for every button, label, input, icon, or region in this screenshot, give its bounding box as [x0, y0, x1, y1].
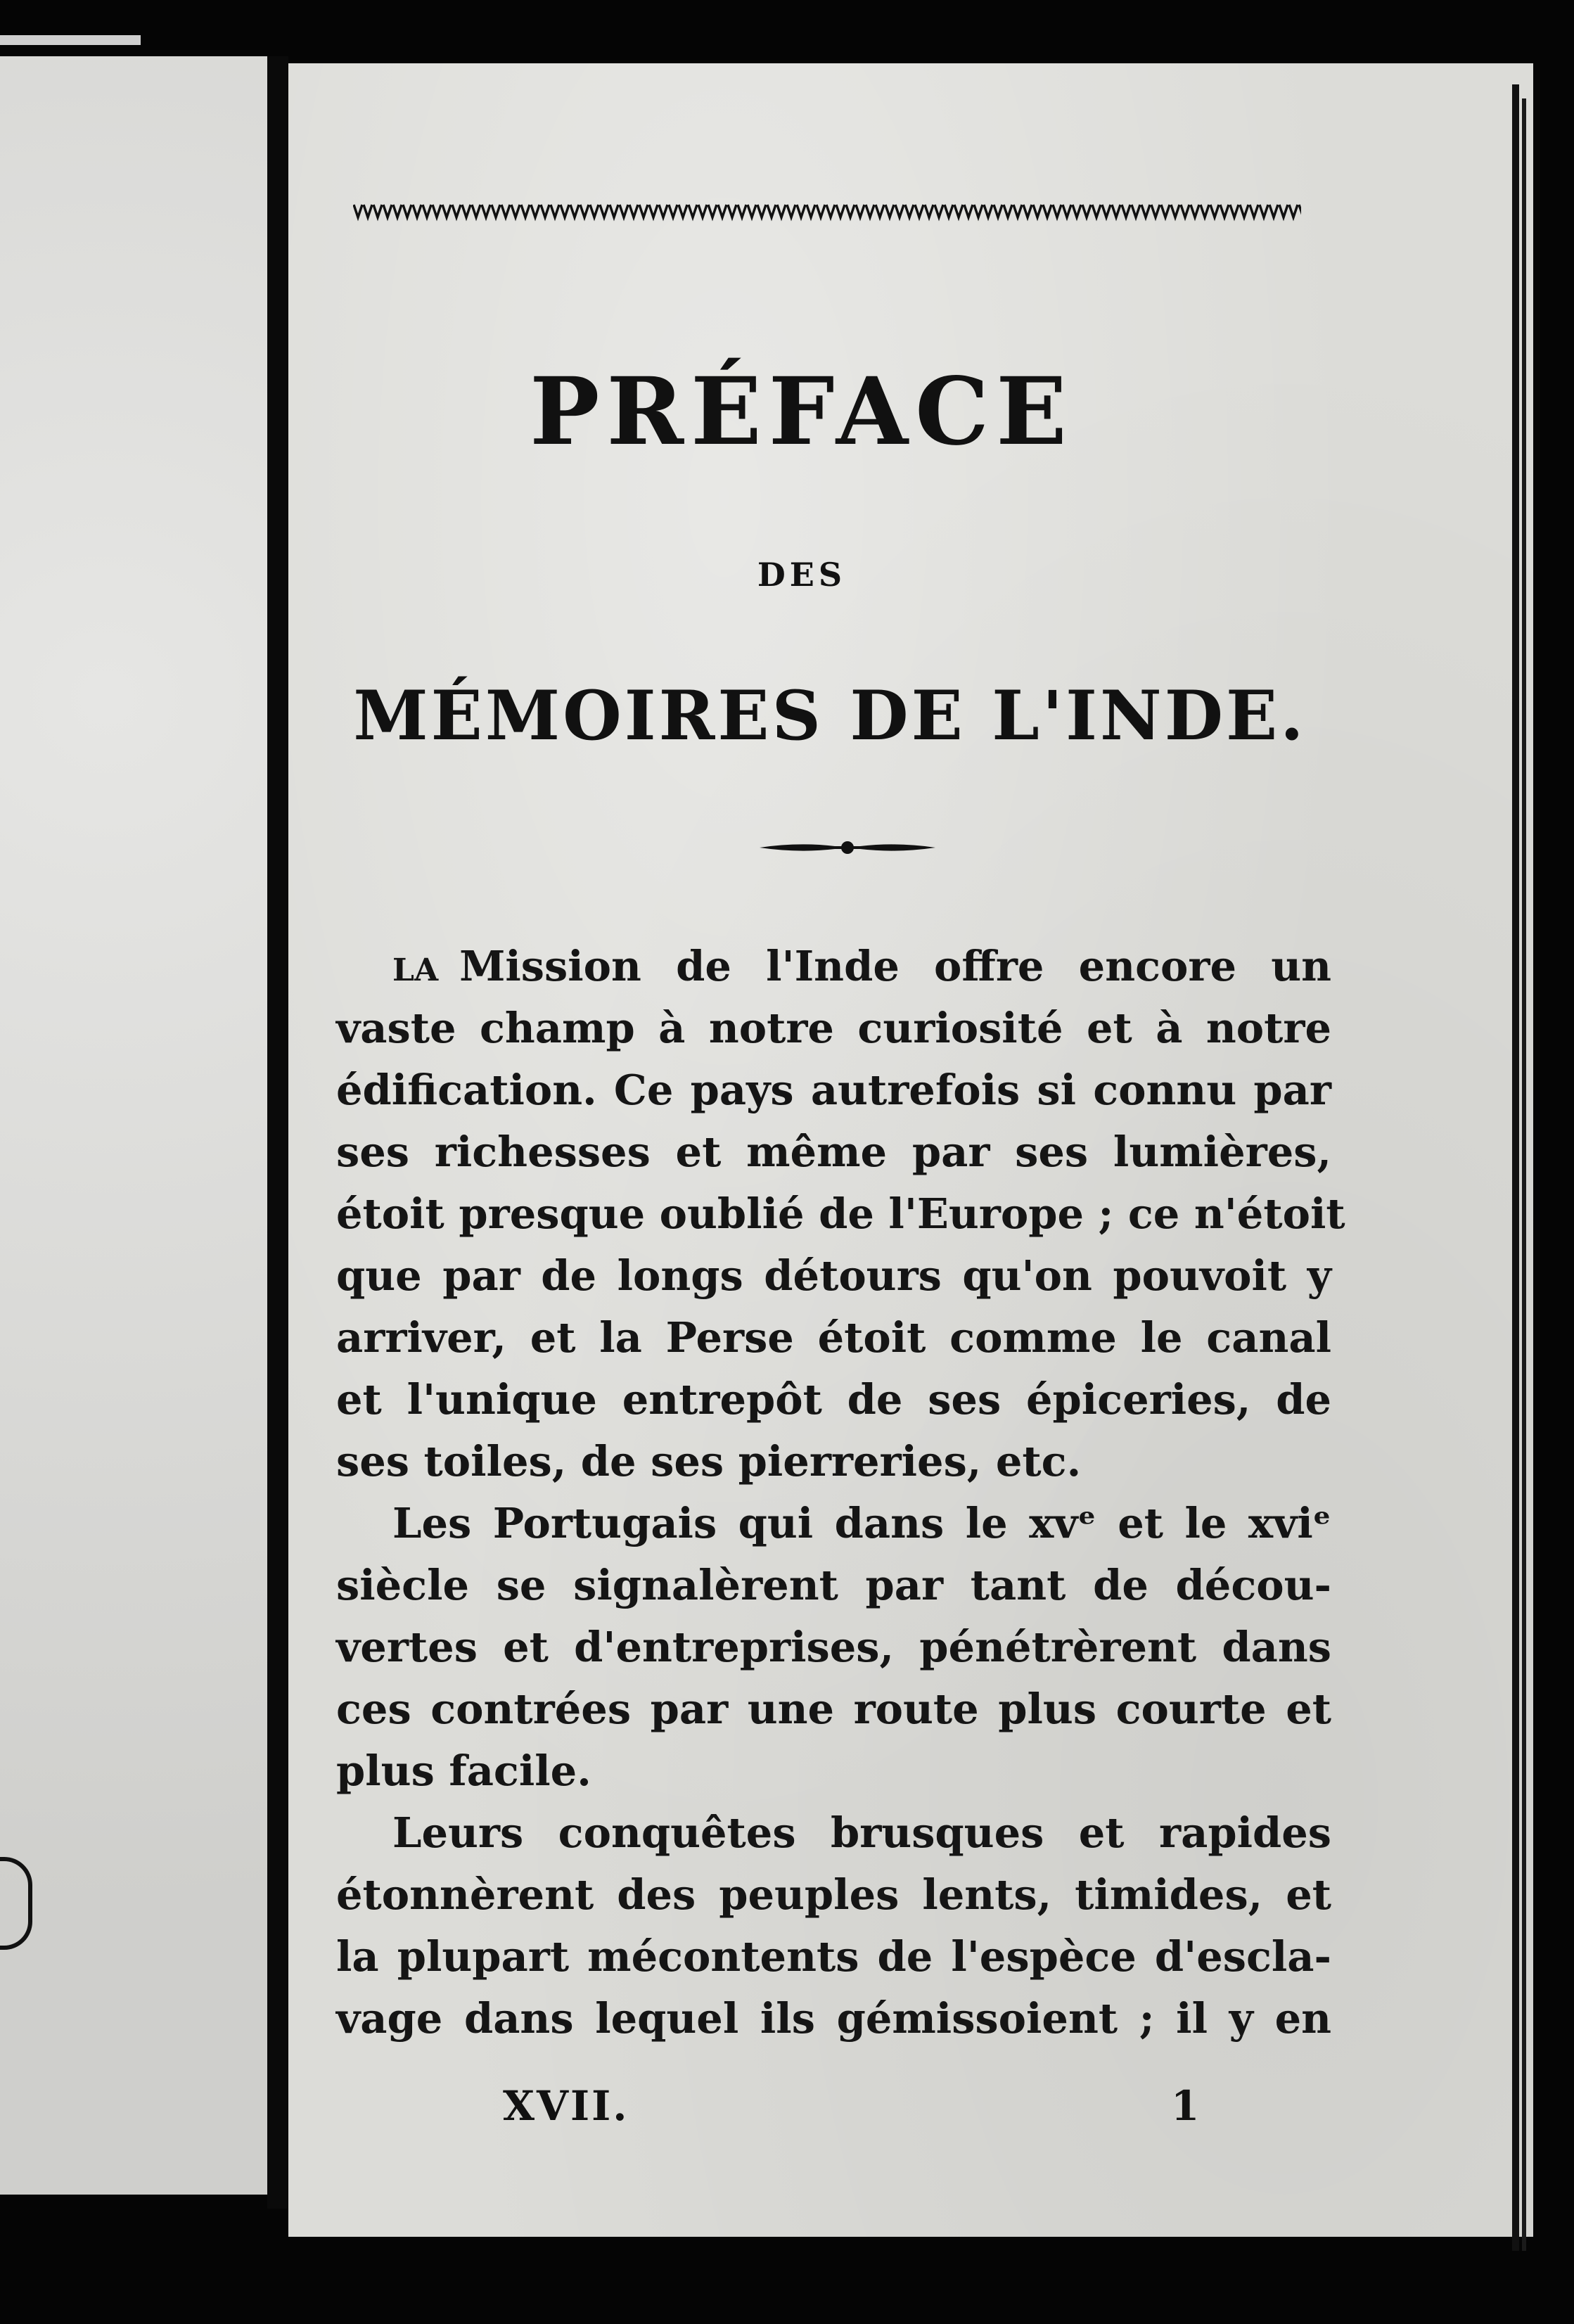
facing-page-ink-mark [0, 1857, 32, 1950]
text-line-content: Les Portugais qui dans le xvᵉ et le xviᵉ [392, 1499, 1331, 1547]
text-line [336, 1864, 1331, 1926]
text-line [336, 1369, 1331, 1431]
page-subtitle: MÉMOIRES DE L'INDE. [353, 676, 1307, 755]
text-line [336, 1121, 1331, 1183]
text-line [336, 1059, 1331, 1121]
text-line [336, 1802, 1331, 1864]
text-line [336, 1183, 1345, 1245]
folio-number: 1 [1171, 2082, 1200, 2130]
text-line-content: vertes et d'entreprises, pénétrèrent dans [336, 1623, 1331, 1671]
facing-page [0, 56, 267, 2195]
text-line-content: étonnèrent des peuples lents, timides, et [336, 1870, 1331, 1919]
text-line-content: vage dans lequel ils gémissoient ; il y en [336, 1994, 1331, 2043]
text-line-content: étoit presque oublié de l'Europe ; ce n'étoit [336, 1189, 1345, 1238]
flourish-divider-icon [756, 834, 939, 862]
text-line [336, 1678, 1331, 1740]
text-line [336, 1245, 1331, 1307]
drop-cap-word: LA [392, 952, 439, 988]
text-line [336, 1493, 1331, 1554]
text-line-content: ces contrées par une route plus courte et [336, 1685, 1331, 1733]
page-footer [288, 2082, 1533, 2138]
text-line-content: et l'unique entrepôt de ses épiceries, de [336, 1375, 1331, 1424]
text-line-content: siècle se signalèrent par tant de décou- [336, 1561, 1331, 1609]
page-title: PRÉFACE [530, 357, 1074, 466]
text-line [336, 936, 1331, 997]
text-line-content: Mission de l'Inde offre encore un [459, 942, 1331, 990]
ornamental-rule-icon [353, 200, 1301, 222]
text-line-content: ses richesses et même par ses lumières, [336, 1128, 1331, 1176]
text-line [336, 1307, 1331, 1369]
page [288, 63, 1533, 2237]
text-line-content: arriver, et la Perse étoit comme le canal [336, 1313, 1331, 1362]
title-connector: DES [757, 556, 847, 594]
text-line-content: ses toiles, de ses pierreries, etc. [336, 1437, 1082, 1486]
text-line [336, 1554, 1331, 1616]
text-line [336, 1616, 1331, 1678]
text-line [336, 1740, 1331, 1802]
text-line [336, 1988, 1331, 2050]
text-line-content: que par de longs détours qu'on pouvoit y [336, 1251, 1331, 1300]
signature-mark: XVII. [503, 2082, 629, 2130]
film-edge-strip [0, 35, 141, 45]
page-edge [1512, 84, 1519, 2251]
text-line-content: Leurs conquêtes brusques et rapides [392, 1808, 1331, 1857]
text-line [336, 1926, 1331, 1988]
text-line-content: la plupart mécontents de l'espèce d'escla- [336, 1932, 1331, 1981]
text-line [336, 997, 1331, 1059]
book-gutter [267, 56, 288, 2209]
page-edge-shadow [1522, 98, 1526, 2251]
text-line-content: vaste champ à notre curiosité et à notre [336, 1004, 1331, 1052]
text-line [336, 1431, 1331, 1493]
text-line-content: plus facile. [336, 1747, 591, 1795]
body-text [336, 936, 1533, 2050]
text-line-content: édification. Ce pays autrefois si connu par [336, 1066, 1331, 1114]
